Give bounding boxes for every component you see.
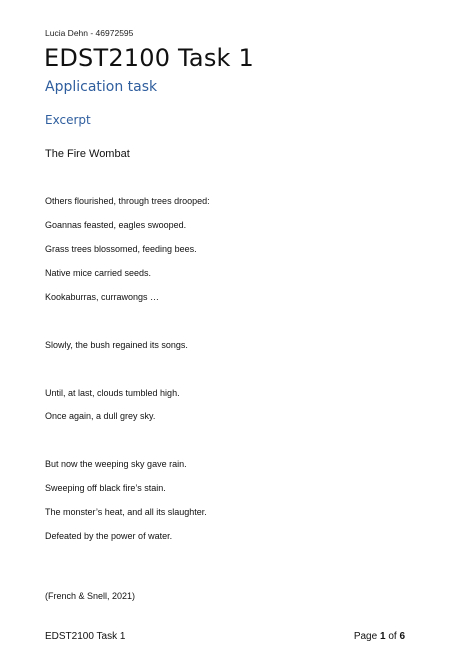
poem-title: The Fire Wombat bbox=[45, 148, 130, 160]
of-word: of bbox=[388, 631, 397, 642]
footer-title: EDST2100 Task 1 bbox=[45, 631, 126, 642]
citation: (French & Snell, 2021) bbox=[45, 591, 136, 601]
document-title: EDST2100 Task 1 bbox=[44, 44, 254, 72]
page-word: Page bbox=[353, 631, 378, 642]
poem-line: The monster’s heat, and all its slaughter. bbox=[45, 507, 207, 517]
poem-line: Until, at last, clouds tumbled high. bbox=[45, 388, 180, 398]
poem-line: Sweeping off black fire’s stain. bbox=[45, 483, 166, 493]
page-number bbox=[354, 631, 405, 642]
author-line: Lucia Dehn - 46972595 bbox=[45, 28, 134, 38]
page-current: 1 bbox=[379, 631, 386, 642]
poem-line: Once again, a dull grey sky. bbox=[45, 411, 156, 421]
poem-line: Kookaburras, currawongs … bbox=[45, 292, 160, 302]
page-total: 6 bbox=[399, 631, 405, 642]
poem-line: But now the weeping sky gave rain. bbox=[45, 459, 187, 469]
section-heading: Application task bbox=[45, 79, 158, 95]
poem-line: Native mice carried seeds. bbox=[45, 268, 152, 278]
poem-line: Goannas feasted, eagles swooped. bbox=[45, 220, 187, 230]
poem-line: Slowly, the bush regained its songs. bbox=[45, 340, 188, 350]
poem-line: Defeated by the power of water. bbox=[45, 531, 173, 541]
poem-line: Grass trees blossomed, feeding bees. bbox=[45, 244, 197, 254]
poem-line: Others flourished, through trees drooped: bbox=[45, 196, 210, 206]
subsection-heading: Excerpt bbox=[45, 113, 91, 127]
